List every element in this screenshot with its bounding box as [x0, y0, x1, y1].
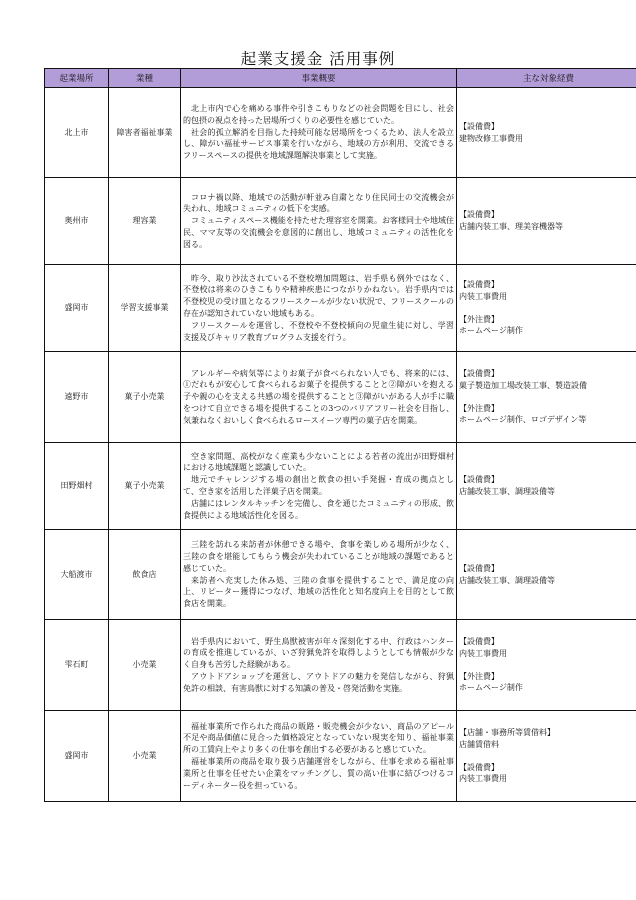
cost-items: 店舗改装工事、調理設備等: [459, 575, 555, 585]
table-row: [45, 443, 636, 530]
cell-location: 雫石町: [45, 620, 109, 711]
cell-costs: [457, 711, 636, 802]
summary-paragraph: 北上市内で心を痛める事件や引きこもりなどの社会問題を目にし、社会的包摂の視点を持った居場所づくりの必要性を感じていた。: [183, 104, 454, 125]
cell-industry: 小売業: [109, 711, 181, 802]
summary-paragraph: 福祉事業所の商品を取り扱う店舗運営をしながら、仕事を求める福祉事業所と仕事を任せたい企業をマッチングし、質の高い仕事に結びつけるコーディネーター役を担っている。: [183, 757, 454, 790]
summary-paragraph: コロナ禍以降、地域での活動が軒並み自粛となり住民同士の交流機会が失われ、地域コミュニティの低下を実感。: [183, 192, 454, 214]
cost-items: 内装工事費用: [459, 291, 507, 301]
summary-paragraph: フリースクールを運営し、不登校や不登校傾向の児童生徒に対し、学習支援及びキャリア教育プログラム支援を行う。: [183, 320, 454, 342]
cost-category: 【設備費】: [459, 368, 499, 378]
cost-category: 【設備費】: [459, 636, 499, 646]
summary-paragraph: 三陸を訪れる来訪者が休憩できる場や、食事を楽しめる場所が少なく、三陸の食を堪能してもらう機会が失われていることが地域の課題であると感じていた。: [183, 540, 454, 573]
cost-category: 【外注費】: [459, 671, 499, 681]
cell-location: 奥州市: [45, 178, 109, 265]
cell-costs: [457, 620, 636, 711]
cost-group: [459, 403, 636, 427]
cost-group: [459, 279, 636, 303]
cell-costs: [457, 352, 636, 443]
cell-summary: [181, 88, 457, 178]
cost-items: 店舗賃借料: [459, 739, 499, 749]
cost-items: 店舗内装工事、理美容機器等: [459, 222, 563, 231]
cell-location: 大船渡市: [45, 530, 109, 620]
cost-category: 【設備費】: [459, 475, 499, 485]
cell-summary: [181, 352, 457, 443]
summary-paragraph: 社会的孤立解消を目指した持続可能な居場所をつくるため、法人を設立し、障がい福祉サービス事業を行いながら、地域の方が利用、交流できるフリースペースの提供を地域課題解決事業として実施。: [183, 127, 454, 161]
cell-industry: 障害者福祉事業: [109, 88, 181, 178]
summary-paragraph: アウトドアショップを運営し、アウトドアの魅力を発信しながら、狩猟免許の相談、有害鳥獣に対する知識の普及・啓発活動を実施。: [183, 671, 454, 693]
table-body: [45, 88, 636, 802]
summary-paragraph: 店舗にはレンタルキッチンを完備し、食を通じたコミュニティの形成、飲食提供による地域活性化を図る。: [183, 498, 454, 520]
summary-paragraph: 来訪者へ充実した休み処、三陸の食事を提供することで、満足度の向上、リピーター獲得につなげ、地域の活性化と知名度向上を目的として飲食店を開業。: [183, 575, 454, 609]
cost-items: ホームページ制作、ロゴデザイン等: [459, 415, 587, 425]
cell-summary: [181, 265, 457, 352]
cell-industry: 飲食店: [109, 530, 181, 620]
cost-group: [459, 474, 636, 498]
cost-group: [459, 762, 636, 786]
cell-costs: [457, 88, 636, 178]
cell-costs: [457, 530, 636, 620]
cell-industry: 学習支援事業: [109, 265, 181, 352]
header-summary: 事業概要: [181, 69, 457, 88]
cost-group: [459, 636, 636, 660]
header-costs: 主な対象経費: [457, 69, 636, 88]
cell-location: 北上市: [45, 88, 109, 178]
table-row: [45, 620, 636, 711]
cost-items: 菓子製造加工場改装工事、製造設備: [459, 380, 587, 390]
summary-paragraph: 福祉事業所で作られた商品の販路・販売機会が少ない、商品のアピール不足や商品価値に見合った価格設定となっていない現実を知り、福祉事業所の工賃向上やより多くの仕事を創出する必要があると感じていた。: [183, 721, 454, 755]
cell-summary: [181, 178, 457, 265]
summary-paragraph: 空き家問題、高校がなく産業も少ないことによる若者の流出が田野畑村における地域課題と認識していた。: [183, 451, 454, 473]
summary-paragraph: アレルギーや病気等によりお菓子が食べられない人でも、将来的には、①だれもが安心して食べられるお菓子を提供することと②障がいを抱える子や親の心を支える共感の場を提供することと③障がいがある人が手に職をつけて自立できる場を提供することの3つのバリアフリー社会を目指し、気兼ねなくおいしく食べられるロースイーツ専門の菓子店を開業。: [183, 368, 454, 425]
cost-group: [459, 209, 636, 233]
cost-group: [459, 563, 636, 587]
cost-category: 【設備費】: [459, 563, 499, 573]
cell-industry: 菓子小売業: [109, 443, 181, 530]
cost-group: [459, 671, 636, 695]
table-row: [45, 711, 636, 802]
header-industry: 業種: [109, 69, 181, 88]
cell-costs: [457, 443, 636, 530]
cost-items: ホームページ制作: [459, 683, 523, 693]
cost-category: 【設備費】: [459, 762, 499, 772]
cost-category: 【設備費】: [459, 279, 499, 289]
cell-industry: 理容業: [109, 178, 181, 265]
table-row: [45, 352, 636, 443]
cell-summary: [181, 443, 457, 530]
cell-summary: [181, 530, 457, 620]
header-row: [45, 69, 636, 88]
summary-paragraph: コミュニティスペース機能を持たせた理容室を開業。お客様同士や地域住民、ママ友等の交流機会を意図的に創出し、地域コミュニティの活性化を図る。: [183, 216, 454, 249]
cost-items: 建物改修工事費用: [459, 133, 523, 143]
cell-location: 盛岡市: [45, 711, 109, 802]
cell-location: 田野畑村: [45, 443, 109, 530]
cell-industry: 小売業: [109, 620, 181, 711]
cost-category: 【店舗・事務所等賃借料】: [459, 727, 555, 737]
cost-group: [459, 314, 636, 338]
cost-items: 内装工事費用: [459, 648, 507, 658]
cost-items: ホームページ制作: [459, 326, 523, 336]
summary-paragraph: 岩手県内において、野生鳥獣被害が年々深刻化する中、行政はハンターの育成を推進しているが、いざ狩猟免許を取得しようとしても情報が少なく自身も苦労した経験がある。: [183, 636, 454, 670]
cell-costs: [457, 265, 636, 352]
cell-summary: [181, 620, 457, 711]
table-row: [45, 178, 636, 265]
cell-costs: [457, 178, 636, 265]
case-table: [44, 68, 636, 802]
cost-category: 【設備費】: [459, 121, 499, 131]
summary-paragraph: 地元でチャレンジする場の創出と飲食の担い手発掘・育成の拠点として、空き家を活用した洋菓子店を開業。: [183, 475, 454, 496]
table-row: [45, 265, 636, 352]
cost-items: 内装工事費用: [459, 774, 507, 784]
cost-category: 【設備費】: [459, 210, 499, 220]
page-title: 起業支援金 活用事例: [240, 50, 396, 68]
cell-location: 盛岡市: [45, 265, 109, 352]
cell-summary: [181, 711, 457, 802]
cost-category: 【外注費】: [459, 314, 499, 324]
cell-industry: 菓子小売業: [109, 352, 181, 443]
cost-group: [459, 121, 636, 145]
cost-category: 【外注費】: [459, 403, 499, 413]
cost-items: 店舗改装工事、調理設備等: [459, 487, 555, 496]
cost-group: [459, 727, 636, 751]
summary-paragraph: 昨今、取り沙汰されている不登校増加問題は、岩手県も例外ではなく、不登校は将来のひきこもりや精神疾患につながりかねない。岩手県内では不登校児の受け皿となるフリースクールが少ない状況で、フリースクールの存在が認知されていない地域もある。: [183, 273, 454, 318]
header-location: 起業場所: [45, 69, 109, 88]
cost-group: [459, 368, 636, 392]
cell-location: 遠野市: [45, 352, 109, 443]
table-row: [45, 530, 636, 620]
table-row: [45, 88, 636, 178]
